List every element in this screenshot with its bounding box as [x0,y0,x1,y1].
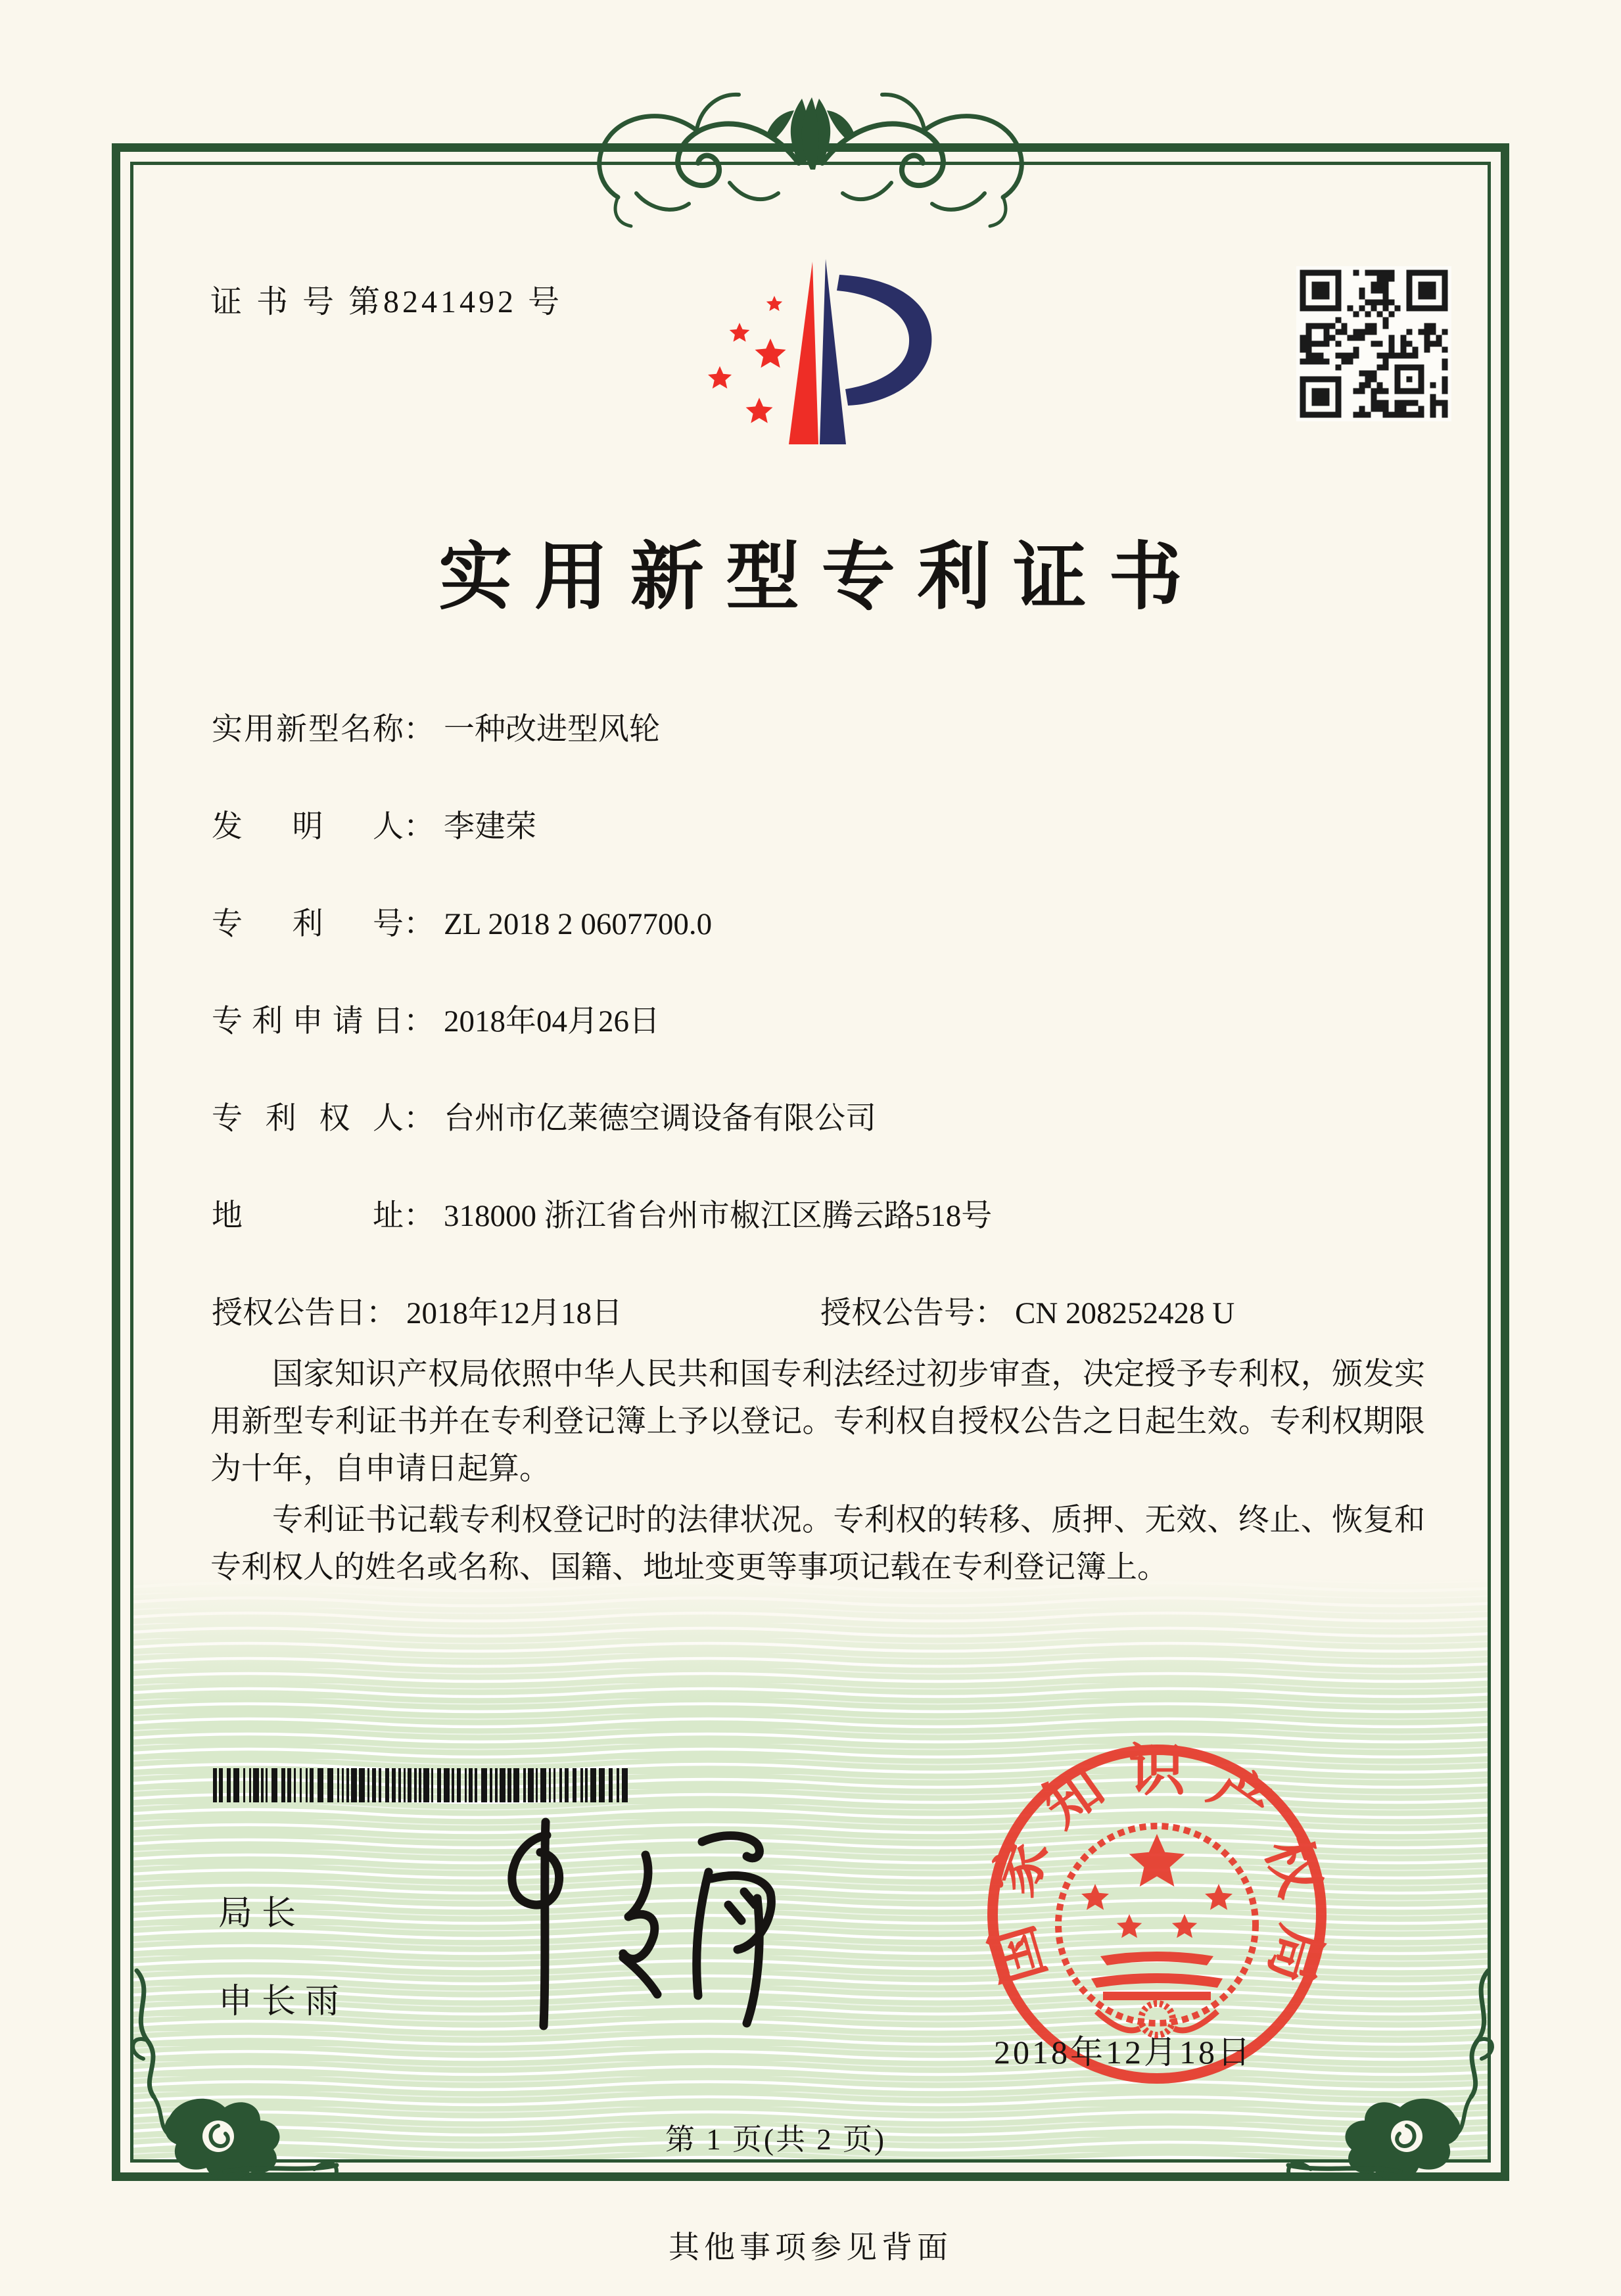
field-colon: ： [404,810,435,844]
field-label: 实用新型名称 [212,713,404,747]
field-colon: ： [404,1004,435,1039]
field-colon: ： [404,713,435,747]
field-value: 李建荣 [444,810,536,844]
field-value: 台州市亿莱德空调设备有限公司 [444,1102,876,1136]
field-label: 地址 [212,1199,404,1233]
field-row-address [212,1191,1426,1235]
field-label: 专利号 [212,907,404,941]
grant-date-value: 2018年12月18日 [406,1296,623,1330]
footer-note: 其他事项参见背面 [669,2231,952,2265]
director-name-label: 申长雨 [218,1983,349,2021]
field-row-inventor [212,802,1426,846]
field-label: 专利权人 [212,1102,404,1136]
page-number: 第 1 页(共 2 页) [665,2123,886,2156]
director-title-label: 局长 [218,1895,306,1933]
field-row-grant [212,1288,1426,1332]
signature [447,1794,841,2057]
field-colon: ： [404,907,435,941]
certificate-number: 证 书 号 第8241492 号 [210,285,563,319]
grant-no-label: 授权公告号 [820,1296,975,1330]
field-value: 318000 浙江省台州市椒江区腾云路518号 [444,1199,993,1233]
field-row-patentee [212,1094,1426,1138]
certificate-title: 实用新型专利证书 [438,537,1205,619]
grant-date-label: 授权公告日 [212,1296,366,1330]
field-row-patent-number [212,899,1426,943]
field-colon: ： [975,1296,1006,1330]
field-colon: ： [404,1102,435,1136]
field-value: ZL 2018 2 0607700.0 [444,907,713,941]
field-label: 发明人 [212,810,404,844]
field-row-invention-name [212,705,1426,749]
field-colon: ： [404,1199,435,1233]
grant-no-value: CN 208252428 U [1015,1296,1235,1330]
legal-paragraph: 专利证书记载专利权登记时的法律状况。专利权的转移、质押、无效、终止、恢复和专利权人的姓名或名称、国籍、地址变更等事项记载在专利登记簿上。 [210,1503,1425,1585]
cnipa-logo [677,245,953,461]
field-row-filing-date [212,996,1426,1041]
field-value: 一种改进型风轮 [444,713,660,747]
legal-paragraph: 国家知识产权局依照中华人民共和国专利法经过初步审查，决定授予专利权，颁发实用新型专利证书并在专利登记簿上予以登记。专利权自授权公告之日起生效。专利权期限为十年，自申请日起算。 [210,1357,1425,1486]
top-border-ornament [532,58,1089,233]
field-label: 专利申请日 [212,1004,404,1039]
field-colon: ： [366,1296,397,1330]
qr-code [1296,266,1451,421]
field-value: 2018年04月26日 [444,1004,660,1039]
seal-text: 国家知识产权局 [980,1739,1334,1991]
legal-text [210,1351,1425,1596]
seal-date: 2018年12月18日 [994,2034,1253,2071]
